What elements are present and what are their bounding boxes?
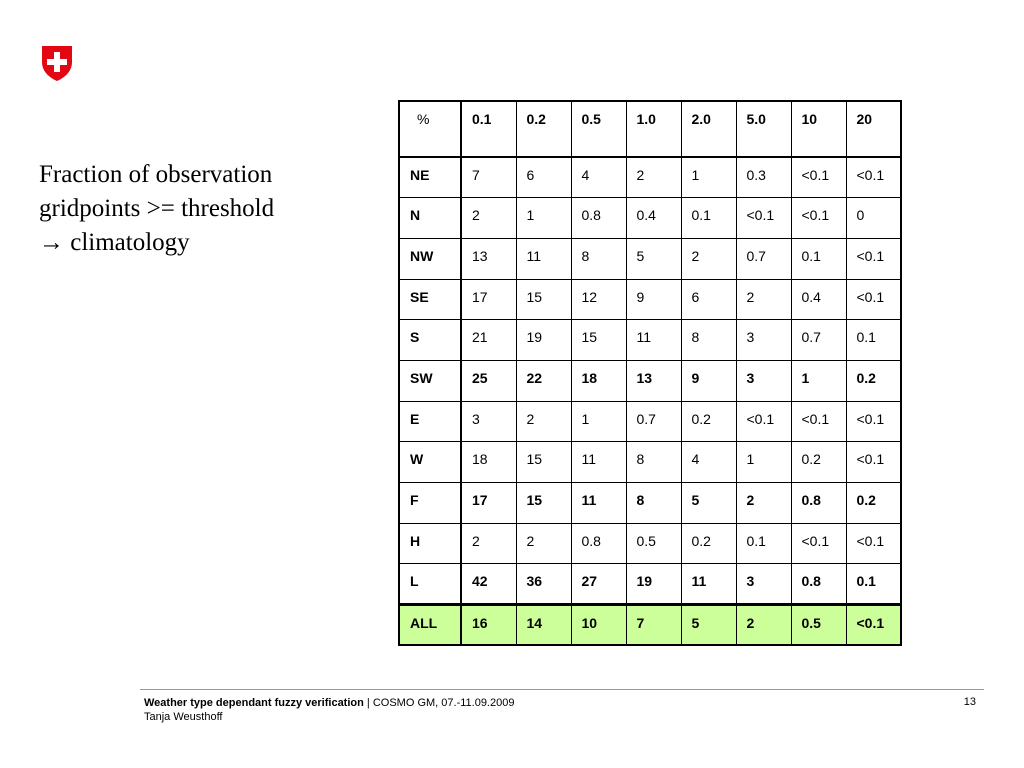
table-row [399, 360, 901, 401]
table-row [399, 442, 901, 483]
table-cell: 3 [736, 360, 791, 401]
table-row [399, 605, 901, 646]
table-cell: 0.8 [571, 198, 626, 239]
table-cell: 2 [736, 483, 791, 524]
table-cell: 0.1 [846, 320, 901, 361]
table-cell: 3 [736, 564, 791, 605]
footer [144, 696, 514, 724]
footer-event: COSMO GM, 07.-11.09.2009 [372, 697, 515, 709]
table-cell: <0.1 [791, 401, 846, 442]
table-cell: 19 [516, 320, 571, 361]
table-cell: 12 [571, 279, 626, 320]
table-cell: 18 [571, 360, 626, 401]
table-cell: 3 [736, 320, 791, 361]
swiss-cross-shield-icon [40, 44, 74, 82]
table-cell: 3 [461, 401, 516, 442]
table-cell: 17 [461, 279, 516, 320]
table-cell: 2 [736, 605, 791, 646]
table-cell: 4 [681, 442, 736, 483]
slide-text [39, 158, 339, 260]
table-cell: 6 [681, 279, 736, 320]
table-cell: 0.5 [791, 605, 846, 646]
table-cell: 11 [571, 483, 626, 524]
table-cell: 27 [571, 564, 626, 605]
table-cell: 11 [626, 320, 681, 361]
table-cell: 0.8 [791, 564, 846, 605]
table-cell: 0.8 [791, 483, 846, 524]
table-cell: 15 [516, 442, 571, 483]
table-cell: 19 [626, 564, 681, 605]
table-cell: 0.7 [626, 401, 681, 442]
threshold-header: 2.0 [681, 101, 736, 157]
table-cell: 8 [626, 483, 681, 524]
table-cell: <0.1 [736, 198, 791, 239]
table-cell: 0.4 [626, 198, 681, 239]
table-cell: 0.5 [626, 523, 681, 564]
table-cell: 0 [846, 198, 901, 239]
table-cell: 2 [516, 401, 571, 442]
table-cell: 10 [571, 605, 626, 646]
table-row [399, 483, 901, 524]
threshold-header: 0.2 [516, 101, 571, 157]
climatology-table [398, 100, 902, 646]
row-label: H [399, 523, 461, 564]
table-cell: <0.1 [846, 279, 901, 320]
table-cell: 0.8 [571, 523, 626, 564]
table-row [399, 320, 901, 361]
table-row [399, 401, 901, 442]
table-cell: <0.1 [846, 238, 901, 279]
table-cell: 4 [571, 157, 626, 198]
table-cell: 7 [461, 157, 516, 198]
table-cell: <0.1 [846, 442, 901, 483]
table-cell: 9 [681, 360, 736, 401]
footer-title: Weather type dependant fuzzy verification [144, 697, 364, 709]
footer-divider [140, 689, 984, 690]
table-cell: 0.7 [736, 238, 791, 279]
table-cell: 5 [681, 605, 736, 646]
table-cell: 7 [626, 605, 681, 646]
table-cell: 42 [461, 564, 516, 605]
threshold-header: 10 [791, 101, 846, 157]
table-cell: 8 [681, 320, 736, 361]
table-cell: 22 [516, 360, 571, 401]
table-cell: 0.7 [791, 320, 846, 361]
table-cell: <0.1 [846, 401, 901, 442]
table-cell: 8 [571, 238, 626, 279]
threshold-header: 0.1 [461, 101, 516, 157]
text-line-2: gridpoints >= threshold [39, 195, 275, 222]
table-cell: 1 [571, 401, 626, 442]
footer-separator: | [363, 697, 373, 709]
table-cell: 1 [791, 360, 846, 401]
table-cell: <0.1 [846, 157, 901, 198]
table-cell: 11 [516, 238, 571, 279]
table-cell: 13 [626, 360, 681, 401]
table-cell: 1 [516, 198, 571, 239]
table-cell: 15 [516, 279, 571, 320]
table-cell: 0.2 [681, 401, 736, 442]
table-header-row [399, 101, 901, 157]
table-cell: 15 [571, 320, 626, 361]
table-row [399, 279, 901, 320]
table-cell: 0.1 [846, 564, 901, 605]
table-cell: 0.2 [681, 523, 736, 564]
table-cell: 5 [626, 238, 681, 279]
table-cell: <0.1 [846, 605, 901, 646]
row-label: SE [399, 279, 461, 320]
row-label: L [399, 564, 461, 605]
table-cell: 2 [461, 523, 516, 564]
row-label: NE [399, 157, 461, 198]
row-label: W [399, 442, 461, 483]
row-label: S [399, 320, 461, 361]
threshold-header: 20 [846, 101, 901, 157]
table-cell: 6 [516, 157, 571, 198]
table-cell: 8 [626, 442, 681, 483]
table-cell: 11 [571, 442, 626, 483]
table-cell: 0.2 [791, 442, 846, 483]
table-cell: <0.1 [736, 401, 791, 442]
table-cell: 17 [461, 483, 516, 524]
table-cell: 0.1 [736, 523, 791, 564]
corner-cell: % [399, 101, 461, 157]
table-cell: 2 [626, 157, 681, 198]
table-cell: 2 [736, 279, 791, 320]
table-cell: 0.2 [846, 483, 901, 524]
table-cell: 2 [461, 198, 516, 239]
text-line-1: Fraction of observation [39, 161, 273, 188]
threshold-header: 5.0 [736, 101, 791, 157]
table-cell: 1 [736, 442, 791, 483]
row-label: NW [399, 238, 461, 279]
row-label: SW [399, 360, 461, 401]
table-cell: 0.1 [681, 198, 736, 239]
table-cell: 14 [516, 605, 571, 646]
threshold-header: 1.0 [626, 101, 681, 157]
table-row [399, 238, 901, 279]
table-cell: 16 [461, 605, 516, 646]
table-cell: <0.1 [791, 198, 846, 239]
table-cell: 5 [681, 483, 736, 524]
table-cell: 15 [516, 483, 571, 524]
table-cell: 11 [681, 564, 736, 605]
threshold-header: 0.5 [571, 101, 626, 157]
table-cell: 0.1 [791, 238, 846, 279]
table-cell: 0.2 [846, 360, 901, 401]
row-label: E [399, 401, 461, 442]
footer-author: Tanja Weusthoff [144, 711, 223, 723]
table-row [399, 157, 901, 198]
table-row [399, 198, 901, 239]
table-cell: 21 [461, 320, 516, 361]
page-number: 13 [963, 696, 976, 708]
table-cell: <0.1 [846, 523, 901, 564]
table-cell: 9 [626, 279, 681, 320]
row-label: N [399, 198, 461, 239]
table-cell: 13 [461, 238, 516, 279]
table-cell: 25 [461, 360, 516, 401]
row-label: F [399, 483, 461, 524]
table-cell: 36 [516, 564, 571, 605]
row-label: ALL [399, 605, 461, 646]
table-cell: 2 [516, 523, 571, 564]
table-cell: 0.4 [791, 279, 846, 320]
table-cell: 2 [681, 238, 736, 279]
table-cell: 18 [461, 442, 516, 483]
table-cell: <0.1 [791, 523, 846, 564]
table-cell: <0.1 [791, 157, 846, 198]
table-cell: 0.3 [736, 157, 791, 198]
text-line-3: → climatology [39, 229, 190, 256]
table-cell: 1 [681, 157, 736, 198]
table-row [399, 523, 901, 564]
table-row [399, 564, 901, 605]
